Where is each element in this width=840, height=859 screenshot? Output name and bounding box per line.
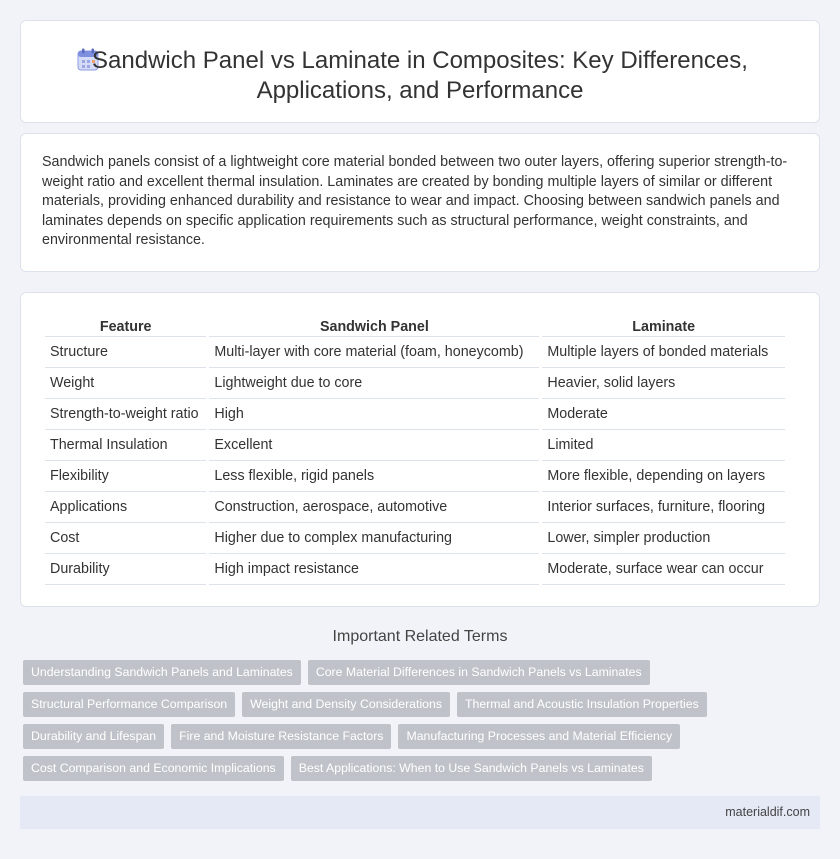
related-term-tag[interactable]: Manufacturing Processes and Material Efficiency <box>398 724 680 749</box>
laminate-cell: Moderate, surface wear can occur <box>542 554 785 585</box>
related-term-tag[interactable]: Core Material Differences in Sandwich Panels vs Laminates <box>308 660 650 685</box>
laminate-cell: More flexible, depending on layers <box>542 461 785 492</box>
feature-cell: Applications <box>45 492 206 523</box>
feature-cell: Durability <box>45 554 206 585</box>
laminate-cell: Interior surfaces, furniture, flooring <box>542 492 785 523</box>
tag-row <box>23 692 803 717</box>
table-row <box>45 492 785 523</box>
related-term-tag[interactable]: Best Applications: When to Use Sandwich Panels vs Laminates <box>291 756 652 781</box>
sandwich-panel-cell: Higher due to complex manufacturing <box>209 523 539 554</box>
table-row <box>45 337 785 368</box>
related-term-tag[interactable]: Durability and Lifespan <box>23 724 164 749</box>
footer-site-name: materialdif.com <box>725 805 810 819</box>
laminate-cell: Lower, simpler production <box>542 523 785 554</box>
laminate-cell: Heavier, solid layers <box>542 368 785 399</box>
footer <box>20 796 820 829</box>
related-term-tag[interactable]: Fire and Moisture Resistance Factors <box>171 724 391 749</box>
page-title <box>21 46 819 106</box>
laminate-cell: Limited <box>542 430 785 461</box>
column-header-feature: Feature <box>45 314 206 337</box>
page-title-line-2: Applications, and Performance <box>256 77 584 104</box>
table-row <box>45 430 785 461</box>
table-row <box>45 399 785 430</box>
comparison-card <box>20 292 820 607</box>
table-row <box>45 368 785 399</box>
column-header-sandwich-panel: Sandwich Panel <box>209 314 539 337</box>
sandwich-panel-cell: High impact resistance <box>209 554 539 585</box>
related-term-tag[interactable]: Weight and Density Considerations <box>242 692 450 717</box>
column-header-laminate: Laminate <box>542 314 785 337</box>
feature-cell: Flexibility <box>45 461 206 492</box>
related-term-tag[interactable]: Cost Comparison and Economic Implications <box>23 756 284 781</box>
table-row <box>45 523 785 554</box>
tag-row <box>23 660 803 685</box>
laminate-cell: Moderate <box>542 399 785 430</box>
sandwich-panel-cell: Construction, aerospace, automotive <box>209 492 539 523</box>
intro-card <box>20 133 820 272</box>
feature-cell: Strength-to-weight ratio <box>45 399 206 430</box>
feature-cell: Weight <box>45 368 206 399</box>
title-card <box>20 20 820 123</box>
table-row <box>45 554 785 585</box>
sandwich-panel-cell: Excellent <box>209 430 539 461</box>
feature-cell: Structure <box>45 337 206 368</box>
sandwich-panel-cell: High <box>209 399 539 430</box>
intro-paragraph: Sandwich panels consist of a lightweight core material bonded between two outer layers, offering superior strength-to-weight ratio and excellent thermal insulation. Laminates are created by bonding multiple layers of similar or different materials, providing enhanced durability and resistance to wear and impact. Choosing between sandwich panels and laminates depends on specific application requirements such as structural performance, weight constraints, and environmental resistance. <box>42 154 788 249</box>
tag-row <box>23 756 803 781</box>
related-term-tag[interactable]: Structural Performance Comparison <box>23 692 235 717</box>
sandwich-panel-cell: Lightweight due to core <box>209 368 539 399</box>
feature-cell: Cost <box>45 523 206 554</box>
table-header-row <box>45 314 785 337</box>
page-title-line-1: Sandwich Panel vs Laminate in Composites: Key Differences, <box>92 47 748 74</box>
sandwich-panel-cell: Multi-layer with core material (foam, honeycomb) <box>209 337 539 368</box>
tag-row <box>23 724 803 749</box>
related-terms-title: Important Related Terms <box>332 628 508 645</box>
related-term-tag[interactable]: Thermal and Acoustic Insulation Properties <box>457 692 707 717</box>
feature-cell: Thermal Insulation <box>45 430 206 461</box>
table-row <box>45 461 785 492</box>
laminate-cell: Multiple layers of bonded materials <box>542 337 785 368</box>
sandwich-panel-cell: Less flexible, rigid panels <box>209 461 539 492</box>
related-terms-list <box>23 660 803 788</box>
related-term-tag[interactable]: Understanding Sandwich Panels and Laminates <box>23 660 301 685</box>
comparison-table <box>42 314 788 585</box>
